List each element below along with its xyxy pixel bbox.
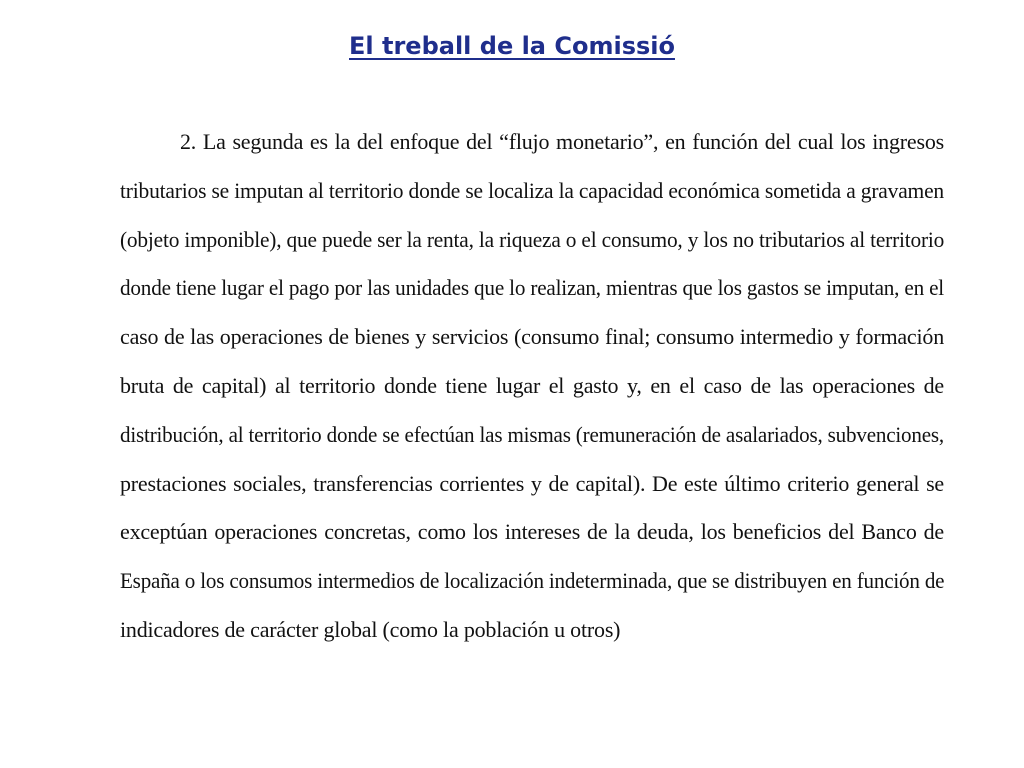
paragraph-line: tributarios se imputan al territorio donde se localiza la capacidad económica sometida a gravamen [120, 177, 944, 203]
paragraph-line: exceptúan operaciones concretas, como los intereses de la deuda, los beneficios del Banco de [120, 519, 944, 545]
paragraph-line: donde tiene lugar el pago por las unidades que lo realizan, mientras que los gastos se imputan, en el [120, 275, 944, 301]
paragraph-line: 2. La segunda es la del enfoque del “flujo monetario”, en función del cual los ingresos [180, 129, 944, 154]
paragraph-line: (objeto imponible), que puede ser la renta, la riqueza o el consumo, y los no tributarios al territorio [120, 226, 944, 252]
slide-title: El treball de la Comissió [349, 32, 675, 60]
paragraph-line: caso de las operaciones de bienes y servicios (consumo final; consumo intermedio y formación [120, 324, 944, 350]
paragraph-line: España o los consumos intermedios de localización indeterminada, que se distribuyen en función de [120, 568, 944, 594]
scanned-text-image [120, 118, 944, 655]
paragraph-line: prestaciones sociales, transferencias corrientes y de capital). De este último criterio general se [120, 470, 944, 496]
paragraph-line: indicadores de carácter global (como la población u otros) [120, 616, 621, 642]
paragraph-line: bruta de capital) al territorio donde tiene lugar el gasto y, en el caso de las operaciones de [120, 372, 944, 398]
paragraph-line: distribución, al territorio donde se efectúan las mismas (remuneración de asalariados, subvenciones, [120, 421, 944, 447]
